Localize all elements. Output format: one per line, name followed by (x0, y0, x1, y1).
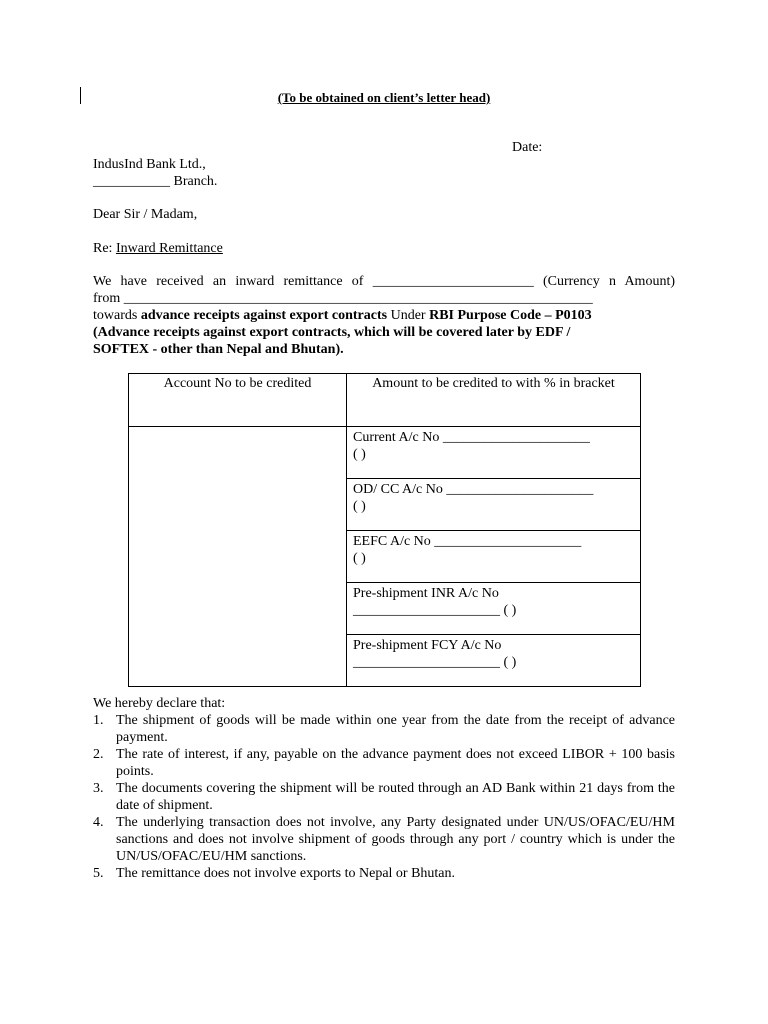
row-line-2: ( ) (353, 551, 366, 566)
remittance-prefix: We have received an inward remittance of (93, 274, 364, 289)
item-number: 4. (93, 815, 104, 830)
addressee-bank: IndusInd Bank Ltd., (93, 157, 206, 172)
eefc-account-cell[interactable] (347, 531, 641, 583)
col-amount-header: Amount to be credited to with % in bracket (347, 374, 641, 427)
date-label: Date: (512, 140, 543, 155)
item-text: The rate of interest, if any, payable on the advance payment does not exceed LIBOR + 100 basis points. (116, 747, 675, 779)
list-item (93, 865, 675, 882)
credit-table (128, 373, 641, 687)
preshipment-inr-cell[interactable] (347, 583, 641, 635)
item-text: The shipment of goods will be made within one year from the date from the receipt of advance payment. (116, 713, 675, 745)
list-item (93, 780, 675, 814)
row-line-2: _____________________ ( ) (353, 603, 517, 618)
row-line-1: Pre-shipment FCY A/c No (353, 638, 502, 653)
purpose-bold: advance receipts against export contracts (140, 308, 388, 323)
item-text: The documents covering the shipment will be routed through an AD Bank within 21 days from the date of shipment. (116, 781, 675, 813)
row-line-1: Current A/c No _____________________ (353, 430, 590, 445)
body-line-2: from ___________________________________________________________________ (93, 291, 593, 306)
subject-prefix: Re: (93, 241, 116, 256)
row-line-2: ( ) (353, 447, 366, 462)
body-line-1 (93, 273, 675, 290)
body-line-5: SOFTEX - other than Nepal and Bhutan). (93, 342, 344, 357)
amount-hint: (Currency n Amount) (542, 274, 675, 289)
body-line-3 (93, 307, 592, 324)
item-number: 1. (93, 713, 104, 728)
row-line-2: _____________________ ( ) (353, 655, 517, 670)
item-number: 5. (93, 866, 104, 881)
item-number: 3. (93, 781, 104, 796)
list-item (93, 746, 675, 780)
under-text: Under (387, 308, 430, 323)
towards-text: towards (93, 308, 141, 323)
list-item (93, 712, 675, 746)
od-cc-account-cell[interactable] (347, 479, 641, 531)
current-account-cell[interactable] (347, 427, 641, 479)
subject-text: Inward Remittance (115, 241, 223, 256)
table-header-row (129, 374, 641, 427)
salutation: Dear Sir / Madam, (93, 207, 198, 222)
row-line-1: Pre-shipment INR A/c No (353, 586, 499, 601)
col-account-header: Account No to be credited (129, 374, 347, 427)
declaration-intro: We hereby declare that: (93, 696, 226, 711)
addressee-branch: ___________ Branch. (93, 174, 218, 189)
row-line-1: EEFC A/c No _____________________ (353, 534, 582, 549)
rbi-code: RBI Purpose Code – P0103 (429, 308, 592, 323)
row-line-1: OD/ CC A/c No _____________________ (353, 482, 594, 497)
list-item (93, 814, 675, 865)
body-line-4: (Advance receipts against export contracts, which will be covered later by EDF / (93, 325, 571, 340)
account-no-cell[interactable] (129, 427, 347, 687)
declaration-list (93, 712, 675, 882)
item-number: 2. (93, 747, 104, 762)
amount-blank: _______________________ (372, 274, 534, 289)
row-line-2: ( ) (353, 499, 366, 514)
item-text: The remittance does not involve exports to Nepal or Bhutan. (116, 866, 456, 881)
header-note: (To be obtained on client’s letter head) (277, 90, 491, 105)
table-row (129, 427, 641, 479)
subject-line (93, 240, 223, 257)
preshipment-fcy-cell[interactable] (347, 635, 641, 687)
item-text: The underlying transaction does not involve, any Party designated under UN/US/OFAC/EU/HM sanctions and does not involve shipment of goods through any port / country which is under the UN/US/OFAC/EU/HM sanctions. (116, 815, 675, 864)
